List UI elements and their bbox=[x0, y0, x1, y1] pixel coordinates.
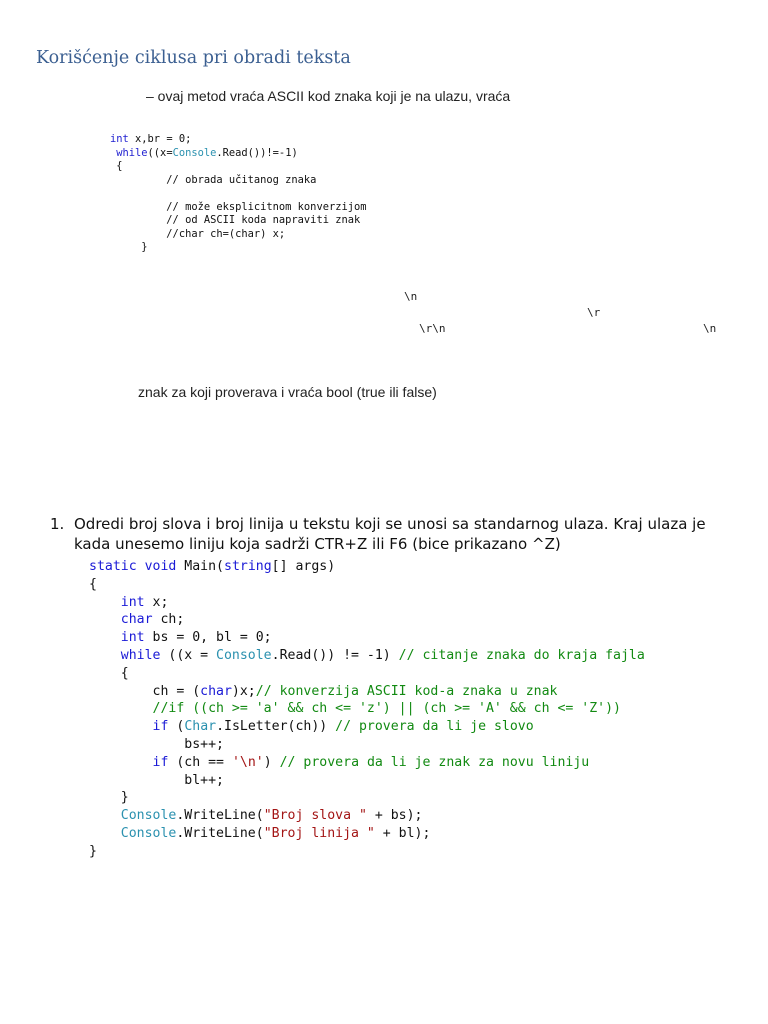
code-token: x; bbox=[144, 594, 169, 610]
escape-r-label: \r bbox=[587, 306, 601, 319]
code-token: // konverzija ASCII kod-a znaka u znak bbox=[255, 683, 558, 699]
code-line bbox=[89, 558, 645, 576]
task-number: 1. bbox=[50, 515, 65, 533]
snippet-line bbox=[110, 187, 366, 201]
code-line bbox=[89, 772, 645, 790]
code-token: .Read())!=-1) bbox=[216, 146, 298, 159]
escape-rn-label: \r\n bbox=[419, 322, 446, 335]
code-token: ((x= bbox=[147, 146, 173, 159]
code-token: '\n' bbox=[231, 754, 264, 770]
code-line bbox=[89, 647, 645, 665]
code-line bbox=[89, 789, 645, 807]
code-token: .WriteLine( bbox=[176, 808, 264, 824]
code-token: } bbox=[110, 241, 148, 253]
code-token: "Broj slova " bbox=[263, 808, 367, 824]
code-token: void bbox=[144, 559, 177, 574]
code-token: + bs); bbox=[366, 808, 423, 824]
code-line bbox=[89, 807, 645, 825]
code-line bbox=[89, 700, 645, 718]
snippet-line bbox=[110, 228, 366, 242]
code-block-main bbox=[89, 558, 645, 861]
code-token bbox=[137, 559, 145, 574]
snippet-line bbox=[110, 241, 366, 255]
code-token: // provera da li je znak za novu liniju bbox=[279, 754, 590, 770]
code-token: if bbox=[152, 754, 169, 770]
code-token: //char ch=(char) x; bbox=[110, 227, 286, 240]
escape-n-label-2: \n bbox=[703, 322, 717, 335]
code-token bbox=[89, 630, 121, 645]
code-token: static bbox=[89, 559, 137, 574]
code-line bbox=[89, 683, 645, 701]
code-token: [] args) bbox=[271, 559, 336, 574]
code-token: .Read()) != -1) bbox=[271, 647, 399, 663]
code-line bbox=[89, 611, 645, 629]
code-token: char bbox=[200, 683, 232, 699]
snippet-line bbox=[110, 214, 366, 228]
code-token: "Broj linija " bbox=[263, 825, 375, 841]
code-token: Console bbox=[216, 647, 272, 663]
code-token bbox=[89, 808, 121, 823]
code-token: .IsLetter(ch)) bbox=[216, 719, 336, 735]
code-token: + bl); bbox=[374, 825, 431, 841]
code-token: { bbox=[89, 576, 97, 592]
code-token: int bbox=[120, 594, 145, 610]
bool-note: znak za koji proverava i vraća bool (true ili false) bbox=[138, 384, 437, 400]
code-token: // od ASCII koda napraviti znak bbox=[110, 214, 361, 226]
code-token: bl++; bbox=[89, 772, 224, 788]
code-token: if bbox=[152, 719, 169, 735]
code-token: ch; bbox=[152, 612, 185, 628]
code-token bbox=[89, 612, 121, 627]
snippet-read-loop bbox=[110, 133, 366, 255]
code-line bbox=[89, 665, 645, 683]
code-token: int bbox=[110, 133, 129, 145]
code-token: char bbox=[120, 612, 153, 628]
code-token: // može eksplicitnom konverzijom bbox=[110, 200, 367, 213]
code-token: .WriteLine( bbox=[176, 825, 264, 841]
code-line bbox=[89, 843, 645, 861]
escape-n-label: \n bbox=[404, 290, 418, 303]
code-token: // provera da li je slovo bbox=[335, 719, 534, 735]
code-token bbox=[89, 755, 153, 770]
code-token: bs++; bbox=[89, 736, 224, 752]
code-line bbox=[89, 576, 645, 594]
code-line bbox=[89, 754, 645, 772]
code-token: Console bbox=[172, 146, 217, 159]
code-line bbox=[89, 718, 645, 736]
code-token bbox=[89, 719, 153, 734]
code-token: { bbox=[110, 160, 123, 172]
intro-text: – ovaj metod vraća ASCII kod znaka koji je na ulazu, vraća bbox=[146, 88, 511, 104]
code-token: { bbox=[89, 665, 129, 681]
snippet-line bbox=[110, 174, 366, 188]
code-token: (ch == bbox=[168, 754, 232, 770]
code-token: Main( bbox=[176, 559, 224, 574]
code-token: Console bbox=[120, 825, 177, 841]
code-token bbox=[89, 648, 121, 663]
snippet-line bbox=[110, 133, 366, 147]
snippet-line bbox=[110, 201, 366, 215]
code-token: int bbox=[120, 630, 145, 646]
code-line bbox=[89, 825, 645, 843]
task-text: Odredi broj slova i broj linija u tekstu koji se unosi sa standarnog ulaza. Kraj ulaza je kada unesemo liniju koja sadrži CTR+Z ili F6 (bice prikazano ^Z) bbox=[74, 515, 706, 553]
code-token bbox=[89, 826, 121, 841]
code-token: } bbox=[89, 843, 97, 859]
code-token: x,br = 0; bbox=[128, 133, 192, 145]
code-token: string bbox=[224, 559, 272, 574]
code-token: )x; bbox=[231, 683, 256, 699]
code-token: // citanje znaka do kraja fajla bbox=[398, 647, 645, 663]
code-token bbox=[89, 595, 121, 610]
code-token: while bbox=[120, 647, 161, 663]
code-line bbox=[89, 736, 645, 754]
code-token: Char bbox=[184, 719, 217, 735]
code-token: //if ((ch >= 'a' && ch <= 'z') || (ch >= 'A' && ch <= 'Z')) bbox=[152, 701, 621, 717]
code-token: // obrada učitanog znaka bbox=[110, 173, 317, 186]
code-token: ch = ( bbox=[89, 683, 201, 699]
code-line bbox=[89, 594, 645, 612]
snippet-line bbox=[110, 147, 366, 161]
code-token: Console bbox=[120, 808, 177, 824]
code-line bbox=[89, 629, 645, 647]
snippet-line bbox=[110, 160, 366, 174]
code-token: ((x = bbox=[160, 647, 217, 663]
code-token: bs = 0, bl = 0; bbox=[144, 630, 272, 646]
section-title: Korišćenje ciklusa pri obradi teksta bbox=[36, 48, 351, 68]
code-token: ) bbox=[263, 754, 280, 770]
code-token: } bbox=[89, 790, 129, 806]
code-token: ( bbox=[168, 719, 185, 735]
code-token bbox=[89, 701, 153, 716]
code-token: while bbox=[110, 146, 148, 159]
